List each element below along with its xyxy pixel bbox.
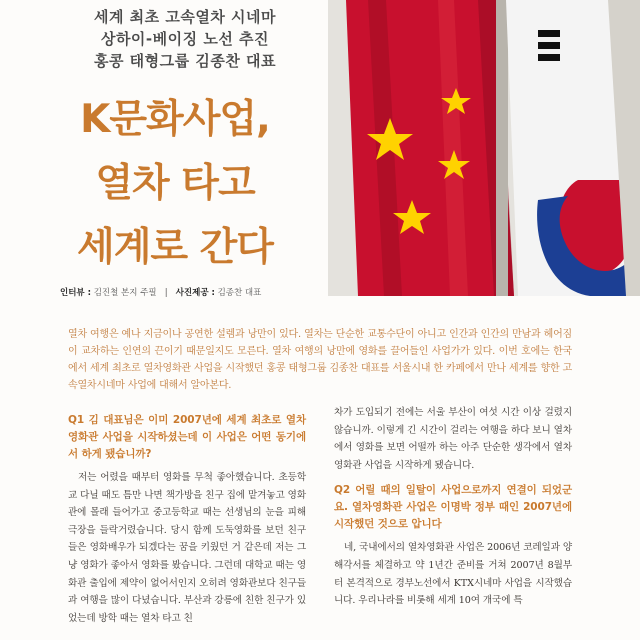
article-column-left (68, 412, 306, 635)
question-1: Q1 김 대표님은 이미 2007년에 세계 최초로 열차영화관 사업을 시작하셨는데 이 사업은 어떤 동기에서 하게 됐습니까? (68, 414, 306, 460)
flagpole (496, 0, 508, 296)
credits (60, 286, 330, 298)
flags-photo-svg (328, 0, 640, 296)
headline-line: 세계로 간다 (77, 225, 273, 270)
answer-1: 저는 어렸을 때부터 영화를 무척 좋아했습니다. 초등학교 다닐 때도 틈만 나면 책가방을 친구 집에 맡겨놓고 영화관에 몰래 들어가고 중고등학교 때는 선생님의 눈을 피해 극장을 들락거렸습니다. 당시 함께 도둑영화를 보던 친구들은 영화배우가 되겠다는 꿈을 키웠던 거 같은데 저는 그냥 영화가 좋아서 영화를 봤습니다. 그런데 대학교 때는 영화관 출입에 제약이 없어서인지 오히려 영화관보다 친구들과 여행을 많이 다녔습니다. 부산과 강릉에 친한 친구가 있었는데 방학 때는 열차 타고 친 (68, 472, 306, 624)
answer-1-continued: 차가 도입되기 전에는 서울 부산이 여섯 시간 이상 걸렸지 않습니까. 이렇게 긴 시간이 걸리는 여행을 하다 보니 열차에서 영화를 보면 어떨까 하는 아주 단순한 생각에서 열차영화관 사업을 시작하게 됐습니다. (334, 407, 572, 471)
credits-separator: | (164, 288, 168, 298)
headline-line: 열차 타고 (95, 161, 255, 206)
headline-line: K문화사업, (80, 97, 270, 142)
trigram-bar (538, 54, 560, 61)
interview-value: 김진철 본지 주필 (93, 288, 157, 298)
article-column-right (334, 404, 572, 618)
headline (20, 88, 330, 280)
kicker-line: 세계 최초 고속열차 시네마 (93, 8, 277, 26)
question-2: Q2 어릴 때의 일탈이 사업으로까지 연결이 되었군요. 열차영화관 사업은 이명박 정부 때인 2007년에 시작했던 것으로 압니다 (334, 484, 572, 531)
trigram-bar (538, 42, 560, 49)
trigram-bar (538, 30, 560, 37)
kicker (40, 6, 330, 72)
interview-label: 인터뷰 : (60, 288, 91, 298)
kicker-line: 상하이-베이징 노선 추진 (100, 30, 270, 48)
answer-2: 네, 국내에서의 열차영화관 사업은 2006년 코레일과 양해각서를 체결하고 약 1년간 준비를 거쳐 2007년 8월부터 본격적으로 경부노선에서 KTX시네마 사업을 시작했습니다. 우리나라를 비롯해 세계 10여 개국에 특 (334, 542, 573, 607)
photo-credit-label: 사진제공 : (175, 288, 215, 298)
flags-photo (328, 0, 640, 296)
lead-paragraph: 열차 여행은 예나 지금이나 공연한 설렘과 낭만이 있다. 열차는 단순한 교통수단이 아니고 인간과 인간의 만남과 헤어짐이 교차하는 인연의 끈이기 때문일지도 모른다. 열차 여행의 낭만에 영화를 끌어들인 사업가가 있다. 이번 호에는 한국에서 세계 최초로 열차영화관 사업을 시작했던 홍콩 태형그룹 김종찬 대표를 서울시내 한 카페에서 만나 세계를 향한 고속열차시네마 사업에 대해서 알아본다. (68, 329, 572, 391)
kicker-line: 홍콩 태형그룹 김종찬 대표 (93, 52, 277, 70)
photo-credit-value: 김종찬 대표 (217, 288, 262, 298)
